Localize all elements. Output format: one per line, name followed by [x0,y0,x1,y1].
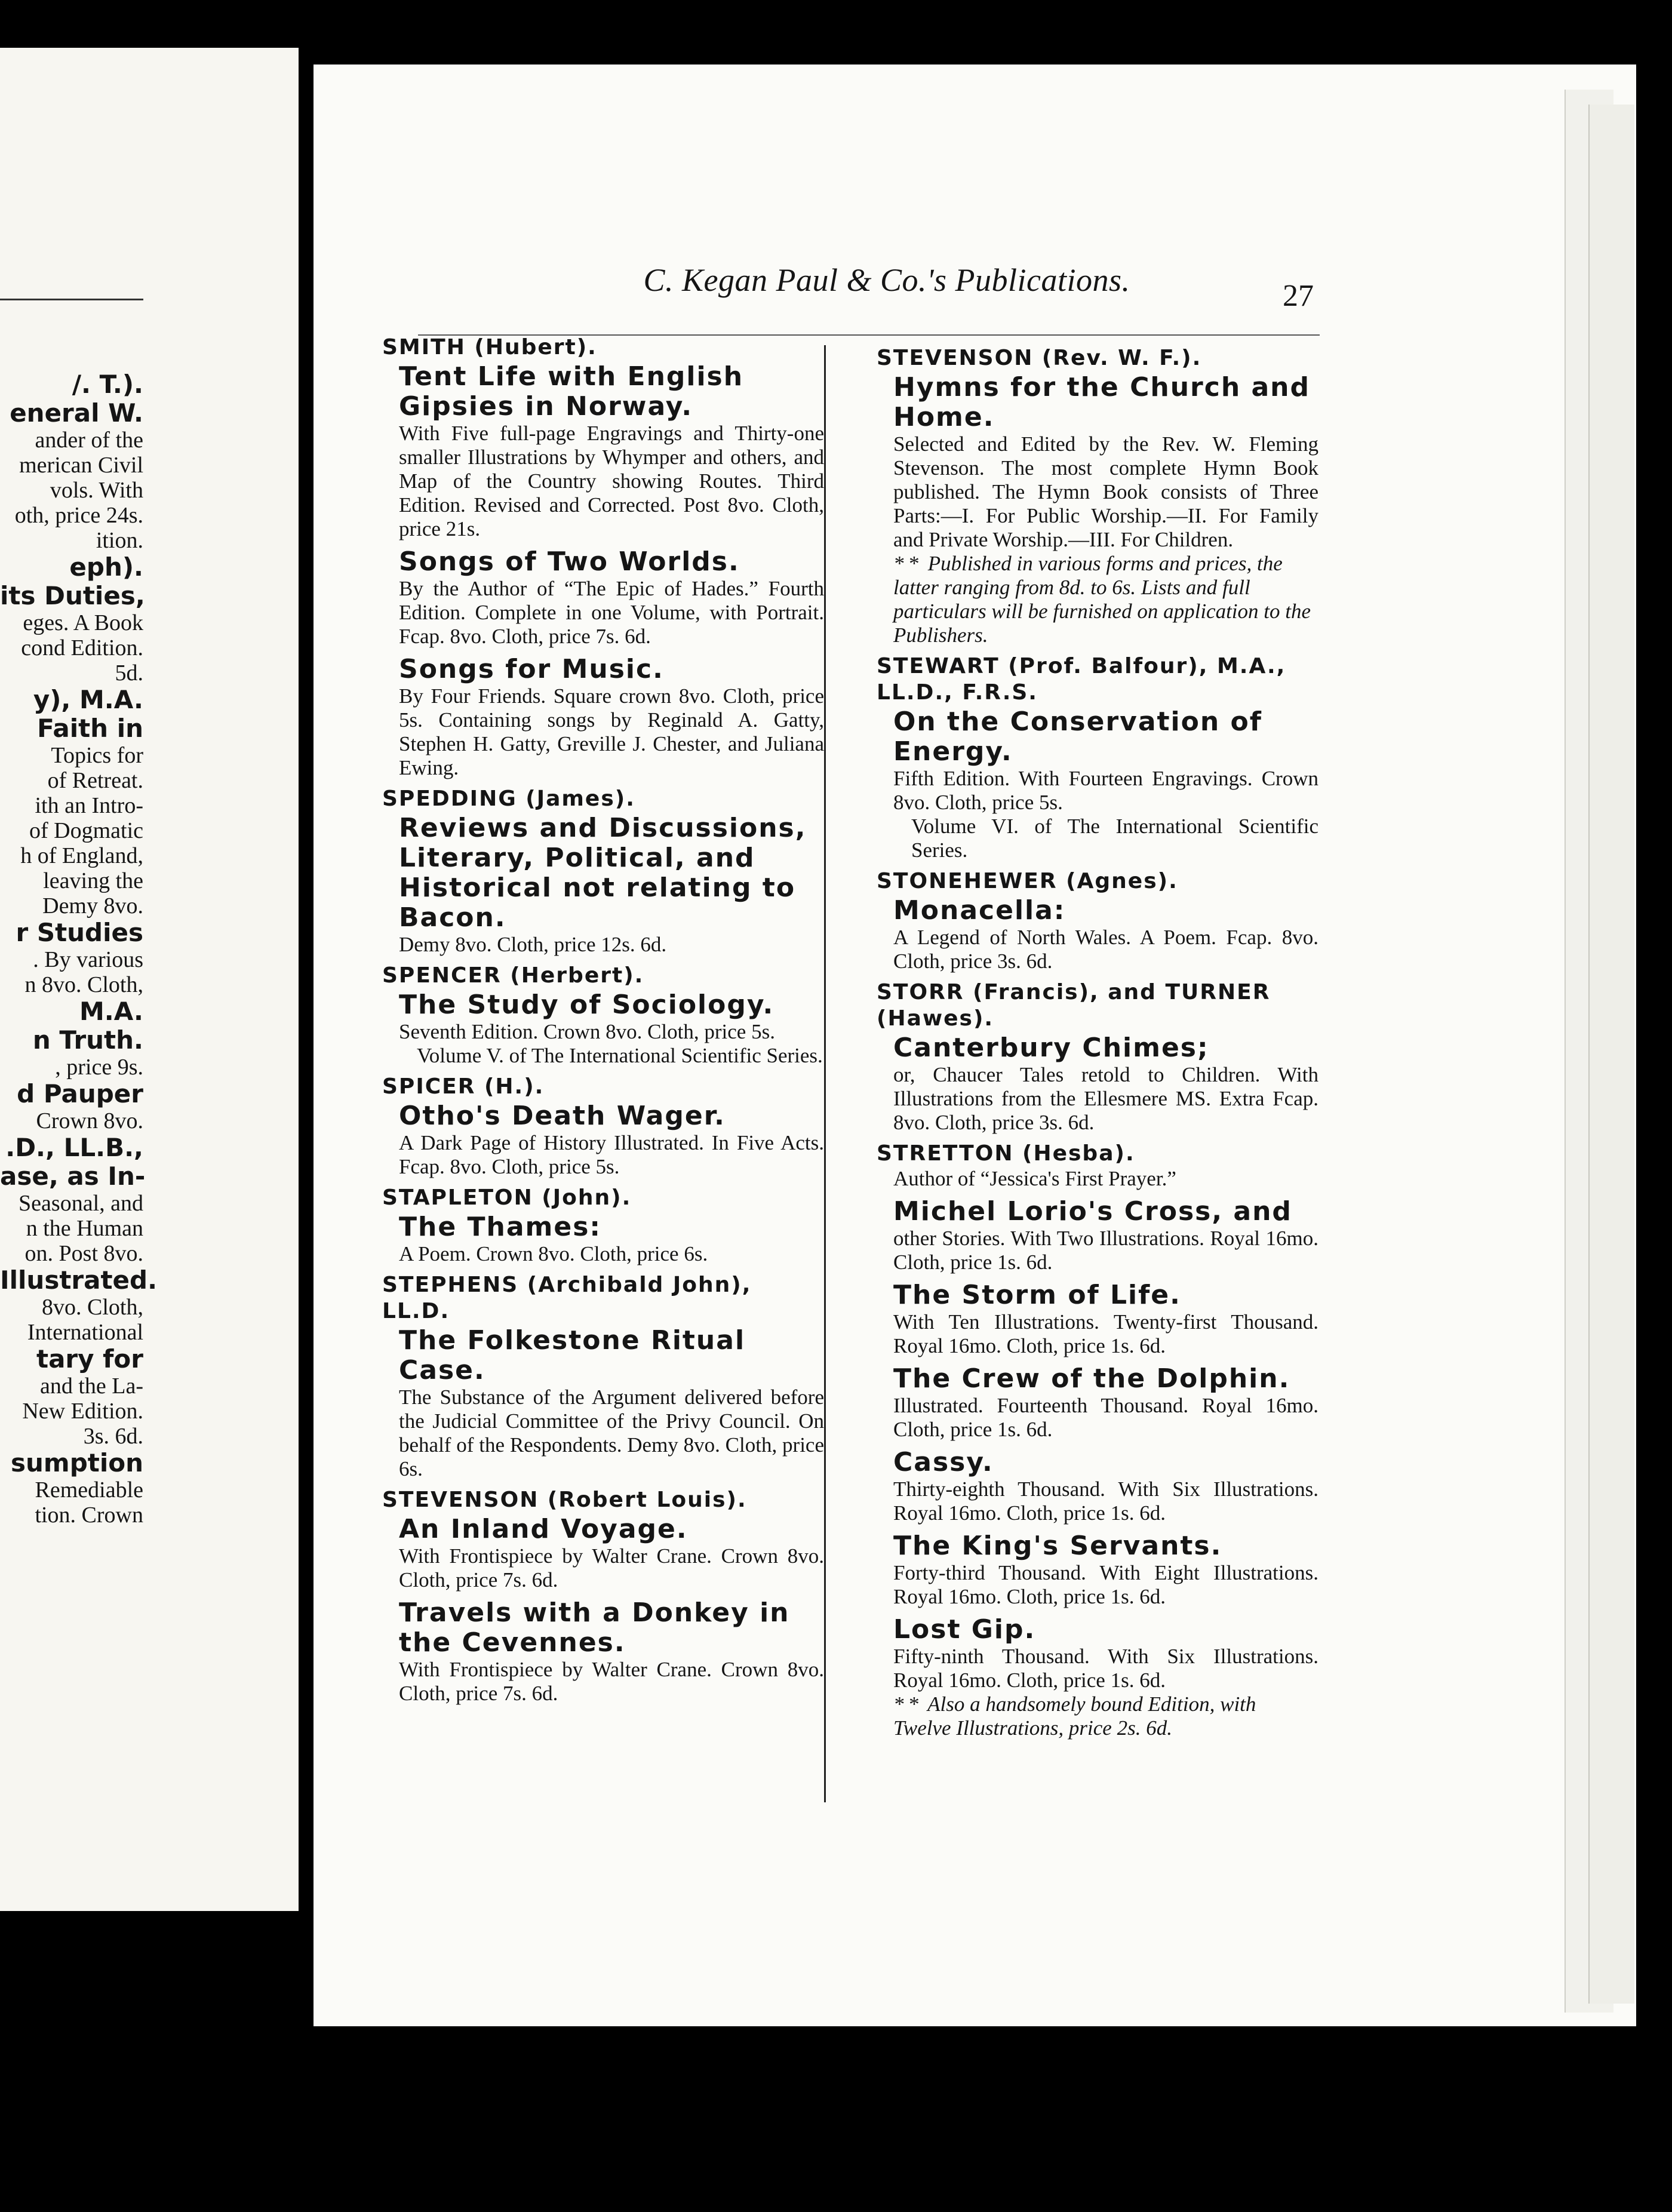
left-column [382,334,824,1712]
catalogue-entry [877,1615,1318,1740]
facing-page-line: leaving the [43,868,143,893]
facing-page-line: Remediable [35,1477,143,1503]
entry-title: An Inland Voyage. [399,1514,688,1544]
entry-author: STONEHEWER (Agnes). [877,869,1178,893]
catalogue-entry [877,1280,1318,1358]
entry-description: A Dark Page of History Illustrated. In Five Acts. Fcap. 8vo. Cloth, price 5s. [399,1131,824,1178]
facing-page-line: , price 9s. [55,1055,143,1080]
catalogue-entry [382,1074,824,1179]
facing-page-line: n Truth. [32,1025,143,1055]
entry-description: The Substance of the Argument delivered before the Judicial Committee of the Privy Council. On behalf of the Respondents. Demy 8vo. Cloth, price 6s. [399,1385,824,1480]
facing-page-fragments [0,370,158,1528]
facing-page-line: n 8vo. Cloth, [24,972,143,997]
entry-author: STRETTON (Hesba). [877,1141,1135,1166]
page-number: 27 [1283,279,1314,313]
facing-page-line: cond Edition. [21,635,143,660]
facing-page-line: /. T.). [72,370,143,399]
facing-page-line: 5d. [115,660,143,686]
facing-page-line: and the La- [39,1374,143,1399]
entry-description: Fifth Edition. With Fourteen Engravings. Crown 8vo. Cloth, price 5s. [893,767,1318,814]
entry-description: Thirty-eighth Thousand. With Six Illustrations. Royal 16mo. Cloth, price 1s. 6d. [893,1477,1318,1525]
entry-author: STEVENSON (Robert Louis). [382,1488,747,1512]
catalogue-entry [382,547,824,649]
catalogue-entry [877,1531,1318,1609]
entry-series-note: Volume V. of The International Scientific Series. [417,1044,823,1067]
catalogue-entry [382,963,824,1068]
entry-description: By the Author of “The Epic of Hades.” Fourth Edition. Complete in one Volume, with Portrait. Fcap. 8vo. Cloth, price 7s. 6d. [399,577,824,648]
entry-title: Hymns for the Church and Home. [893,372,1310,432]
entry-author: SPENCER (Herbert). [382,963,644,988]
entry-author: SPICER (H.). [382,1074,545,1099]
entry-title: The Study of Sociology. [399,990,774,1020]
entry-title: Lost Gip. [893,1614,1036,1645]
entry-italic-note: * * Also a handsomely bound Edition, with Twelve Illustrations, price 2s. 6d. [893,1692,1256,1740]
entry-description: By Four Friends. Square crown 8vo. Cloth, price 5s. Containing songs by Reginald A. Gatty, Stephen H. Gatty, Greville J. Chester, and Juliana Ewing. [399,684,824,779]
facing-page-line: eneral W. [10,398,143,428]
entry-title: The Folkestone Ritual Case. [399,1325,746,1385]
catalogue-entry [382,655,824,780]
facing-page-line: Illustrated. [0,1265,158,1295]
facing-page-line: M.A. [79,997,143,1026]
entry-description: With Five full-page Engravings and Thirty-one smaller Illustrations by Whymper and others, and Map of the Country showing Routes. Third Edition. Revised and Corrected. Post 8vo. Cloth, price 21s. [399,422,824,540]
facing-page-line: 8vo. Cloth, [42,1295,143,1320]
entry-title: The King's Servants. [893,1531,1222,1561]
entry-author: SMITH (Hubert). [382,335,597,360]
facing-page-line: oth, price 24s. [14,503,143,528]
facing-page-line: ase, as In- [0,1162,146,1191]
entry-description: A Legend of North Wales. A Poem. Fcap. 8vo. Cloth, price 3s. 6d. [893,926,1318,973]
catalogue-entry [382,1185,824,1266]
entry-description: Fifty-ninth Thousand. With Six Illustrations. Royal 16mo. Cloth, price 1s. 6d. [893,1645,1318,1692]
catalogue-entry [382,334,824,541]
entry-description: Author of “Jessica's First Prayer.” [893,1167,1176,1190]
catalogue-entry [877,868,1318,973]
facing-page-line: . By various [33,947,143,972]
facing-page [0,48,299,1911]
facing-page-line: eph). [69,552,143,582]
entry-description: Seventh Edition. Crown 8vo. Cloth, price 5s. [399,1020,775,1043]
entry-description: or, Chaucer Tales retold to Children. With Illustrations from the Ellesmere MS. Extra Fcap. 8vo. Cloth, price 3s. 6d. [893,1063,1318,1134]
entry-title: Otho's Death Wager. [399,1101,726,1131]
facing-page-line: of Dogmatic [29,818,143,843]
facing-page-line: of Retreat. [47,768,143,793]
catalogue-entry [382,1487,824,1592]
catalogue-entry [382,1272,824,1481]
entry-description: A Poem. Crown 8vo. Cloth, price 6s. [399,1242,708,1265]
right-column [877,345,1318,1746]
facing-page-line: New Edition. [22,1399,143,1424]
facing-page-line: d Pauper [17,1079,143,1108]
facing-page-line: ition. [96,528,143,553]
catalogue-entry [877,979,1318,1135]
facing-page-line: its Duties, [0,581,145,610]
entry-title: On the Conservation of Energy. [893,706,1262,767]
entry-title: The Crew of the Dolphin. [893,1363,1290,1394]
facing-page-line: Seasonal, and [19,1191,143,1216]
facing-page-line: International [27,1320,143,1345]
facing-page-line: sumption [11,1448,143,1477]
entry-author: STEPHENS (Archibald John), LL.D. [382,1273,752,1323]
entry-title: Tent Life with English Gipsies in Norway. [399,361,744,422]
catalogue-entry [877,1448,1318,1525]
facing-page-line: r Studies [16,918,143,947]
entry-title: Canterbury Chimes; [893,1033,1209,1063]
catalogue-entry [877,653,1318,862]
catalogue-entry [877,1364,1318,1442]
facing-page-line: tion. Crown [35,1503,143,1528]
entry-description: Forty-third Thousand. With Eight Illustrations. Royal 16mo. Cloth, price 1s. 6d. [893,1561,1318,1608]
entry-title: The Storm of Life. [893,1280,1181,1310]
facing-page-line: Demy 8vo. [42,893,143,918]
entry-description: With Frontispiece by Walter Crane. Crown 8vo. Cloth, price 7s. 6d. [399,1544,824,1592]
entry-title: The Thames: [399,1212,602,1242]
entry-title: Travels with a Donkey in the Cevennes. [399,1597,790,1658]
entry-author: STEVENSON (Rev. W. F.). [877,346,1202,370]
entry-author: SPEDDING (James). [382,787,635,811]
facing-page-line: h of England, [20,843,143,868]
entry-description: Selected and Edited by the Rev. W. Fleming Stevenson. The most complete Hymn Book published. The Hymn Book consists of Three Parts:—I. For Public Worship.—II. For Family and Private Worship.—III. For Children. [893,432,1318,551]
catalogue-entry [877,345,1318,647]
entry-author: STAPLETON (John). [382,1185,632,1210]
facing-page-line: ander of the [35,428,143,453]
entry-description: other Stories. With Two Illustrations. Royal 16mo. Cloth, price 1s. 6d. [893,1227,1318,1274]
entry-title: Michel Lorio's Cross, and [893,1196,1292,1227]
entry-series-note: Volume VI. of The International Scientific Series. [911,815,1318,862]
entry-author: STORR (Francis), and TURNER (Hawes). [877,980,1271,1031]
facing-page-line: eges. A Book [23,610,143,635]
entry-title: Cassy. [893,1447,994,1477]
facing-page-line: 3s. 6d. [83,1424,143,1449]
entry-italic-note: * * Published in various forms and prices, the latter ranging from 8d. to 6s. Lists and full particulars will be furnished on application to the Publishers. [893,552,1311,647]
entry-title: Monacella: [893,895,1066,926]
facing-page-line: merican Civil [19,453,143,478]
facing-page-line: Crown 8vo. [36,1108,143,1133]
facing-page-line: .D., LL.B., [5,1133,143,1162]
entry-description: Illustrated. Fourteenth Thousand. Royal 16mo. Cloth, price 1s. 6d. [893,1394,1318,1441]
facing-page-line: Topics for [51,743,143,768]
facing-page-line: ith an Intro- [35,793,143,818]
catalogue-entry [877,1141,1318,1191]
catalogue-entry [382,1598,824,1706]
running-title: C. Kegan Paul & Co.'s Publications. [643,262,1130,298]
column-divider [824,345,826,1802]
entry-description: With Frontispiece by Walter Crane. Crown 8vo. Cloth, price 7s. 6d. [399,1658,824,1705]
facing-page-line: vols. With [50,478,143,503]
facing-page-line: n the Human [26,1216,143,1241]
entry-description: Demy 8vo. Cloth, price 12s. 6d. [399,933,667,956]
entry-title: Songs of Two Worlds. [399,546,740,577]
entry-title: Reviews and Discussions, Literary, Political, and Historical not relating to Bacon. [399,813,807,933]
entry-author: STEWART (Prof. Balfour), M.A., LL.D., F.R.S. [877,654,1286,705]
catalogue-entry [877,1197,1318,1274]
catalogue-entry [382,786,824,957]
entry-title: Songs for Music. [399,654,664,684]
facing-page-line: y), M.A. [33,685,143,714]
facing-page-line: Faith in [37,714,143,743]
facing-page-line: tary for [36,1344,143,1374]
entry-description: With Ten Illustrations. Twenty-first Thousand. Royal 16mo. Cloth, price 1s. 6d. [893,1310,1318,1357]
facing-page-line: on. Post 8vo. [24,1241,143,1266]
page-edge [1588,105,1634,2004]
facing-page-rule [0,299,143,300]
